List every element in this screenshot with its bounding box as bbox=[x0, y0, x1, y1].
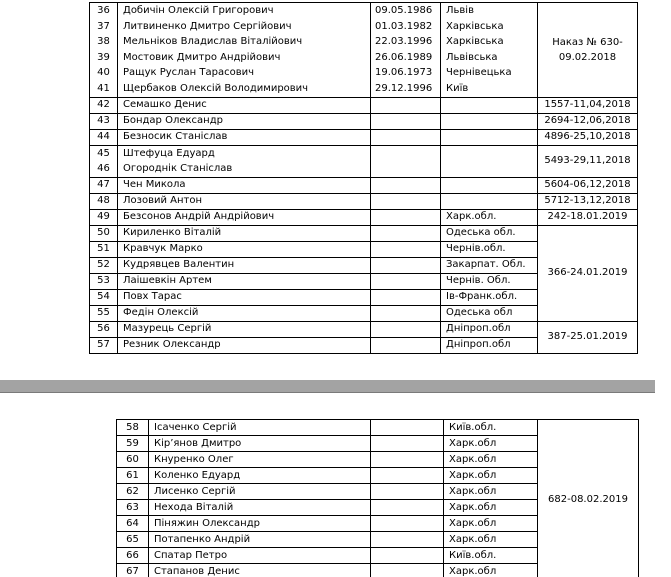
region-cell: Харк.обл bbox=[444, 564, 538, 577]
name-cell: Спатар Петро bbox=[149, 548, 371, 564]
number-cell: 43 bbox=[90, 113, 118, 129]
birthdate-cell bbox=[371, 113, 441, 129]
region-cell bbox=[441, 193, 538, 209]
document-page-bottom bbox=[0, 393, 655, 577]
region-cell: Харк.обл bbox=[444, 468, 538, 484]
number-cell: 60 bbox=[117, 452, 149, 468]
region-cell: Закарпат. Обл. bbox=[441, 257, 538, 273]
birthdate-cell bbox=[371, 145, 441, 177]
order-cell: 1557-11,04,2018 bbox=[538, 97, 638, 113]
region-cell: Харк.обл bbox=[444, 532, 538, 548]
region-cell: Харк.обл bbox=[444, 500, 538, 516]
name-cell: Штефуца Едуард Огороднік Станіслав bbox=[118, 145, 371, 177]
region-cell bbox=[441, 177, 538, 193]
order-cell: 4896-25,10,2018 bbox=[538, 129, 638, 145]
records-table-bottom bbox=[116, 419, 639, 577]
table-row bbox=[117, 420, 639, 436]
name-cell: Піняжин Олександр bbox=[149, 516, 371, 532]
region-cell: Одеська обл. bbox=[441, 225, 538, 241]
region-cell bbox=[441, 113, 538, 129]
number-cell: 45 46 bbox=[90, 145, 118, 177]
number-cell: 44 bbox=[90, 129, 118, 145]
number-cell: 64 bbox=[117, 516, 149, 532]
birthdate-cell bbox=[371, 484, 444, 500]
region-cell: Чернів.обл. bbox=[441, 241, 538, 257]
number-cell: 54 bbox=[90, 289, 118, 305]
birthdate-cell bbox=[371, 500, 444, 516]
name-cell: Кір’янов Дмитро bbox=[149, 436, 371, 452]
name-cell: Потапенко Андрій bbox=[149, 532, 371, 548]
number-cell: 48 bbox=[90, 193, 118, 209]
records-table-top bbox=[89, 2, 638, 354]
name-cell: Резник Олександр bbox=[118, 337, 371, 353]
birthdate-cell bbox=[371, 564, 444, 577]
order-cell: 2694-12,06,2018 bbox=[538, 113, 638, 129]
region-cell: Одеська обл bbox=[441, 305, 538, 321]
birthdate-cell bbox=[371, 129, 441, 145]
birthdate-cell bbox=[371, 548, 444, 564]
order-cell: 366-24.01.2019 bbox=[538, 225, 638, 321]
table-row bbox=[90, 97, 638, 113]
number-cell: 59 bbox=[117, 436, 149, 452]
order-cell: Наказ № 630-09.02.2018 bbox=[538, 3, 638, 98]
birthdate-cell bbox=[371, 177, 441, 193]
number-cell: 56 bbox=[90, 321, 118, 337]
order-cell: 5493-29,11,2018 bbox=[538, 145, 638, 177]
region-cell: Харк.обл bbox=[444, 516, 538, 532]
name-cell: Кудрявцев Валентин bbox=[118, 257, 371, 273]
name-cell: Мазурець Сергій bbox=[118, 321, 371, 337]
region-cell: Дніпроп.обл bbox=[441, 337, 538, 353]
table-row bbox=[90, 193, 638, 209]
birthdate-cell bbox=[371, 209, 441, 225]
birthdate-cell bbox=[371, 436, 444, 452]
order-cell: 242-18.01.2019 bbox=[538, 209, 638, 225]
region-cell: Київ.обл. bbox=[444, 548, 538, 564]
birthdate-cell bbox=[371, 305, 441, 321]
name-cell: Нехода Віталій bbox=[149, 500, 371, 516]
birthdate-cell bbox=[371, 468, 444, 484]
region-cell bbox=[441, 97, 538, 113]
region-cell: Львів Харківська Харківська Львівська Чернівецька Київ bbox=[441, 3, 538, 98]
birthdate-cell bbox=[371, 193, 441, 209]
region-cell: Київ.обл. bbox=[444, 420, 538, 436]
table-row-group-45-46 bbox=[90, 145, 638, 177]
name-cell: Безсонов Андрій Андрійович bbox=[118, 209, 371, 225]
number-cell: 55 bbox=[90, 305, 118, 321]
name-cell: Добичін Олексій Григорович Литвиненко Дмитро Сергійович Мельніков Владислав Віталійович Мостовик Дмитро Андрійович Ращук Руслан Тарасович Щербаков Олексій Володимирович bbox=[118, 3, 371, 98]
table-row bbox=[90, 177, 638, 193]
order-cell: 682-08.02.2019 bbox=[538, 420, 639, 577]
number-cell: 61 bbox=[117, 468, 149, 484]
order-cell: 5712-13,12,2018 bbox=[538, 193, 638, 209]
number-cell: 52 bbox=[90, 257, 118, 273]
number-cell: 47 bbox=[90, 177, 118, 193]
number-cell: 57 bbox=[90, 337, 118, 353]
region-cell: Харк.обл bbox=[444, 436, 538, 452]
region-cell: Ів-Франк.обл. bbox=[441, 289, 538, 305]
number-cell: 63 bbox=[117, 500, 149, 516]
number-cell: 51 bbox=[90, 241, 118, 257]
number-cell: 65 bbox=[117, 532, 149, 548]
number-cell: 67 bbox=[117, 564, 149, 577]
birthdate-cell bbox=[371, 289, 441, 305]
name-cell: Безносик Станіслав bbox=[118, 129, 371, 145]
name-cell: Повх Тарас bbox=[118, 289, 371, 305]
number-cell: 58 bbox=[117, 420, 149, 436]
region-cell bbox=[441, 129, 538, 145]
window-right-edge bbox=[655, 0, 671, 577]
name-cell: Чен Микола bbox=[118, 177, 371, 193]
table-row bbox=[90, 321, 638, 337]
birthdate-cell bbox=[371, 97, 441, 113]
birthdate-cell bbox=[371, 420, 444, 436]
birthdate-cell bbox=[371, 532, 444, 548]
birthdate-cell bbox=[371, 516, 444, 532]
birthdate-cell bbox=[371, 225, 441, 241]
name-cell: Коленко Едуард bbox=[149, 468, 371, 484]
order-cell: 387-25.01.2019 bbox=[538, 321, 638, 353]
name-cell: Лаішевкін Артем bbox=[118, 273, 371, 289]
birthdate-cell: 09.05.1986 01.03.1982 22.03.1996 26.06.1989 19.06.1973 29.12.1996 bbox=[371, 3, 441, 98]
name-cell: Семашко Денис bbox=[118, 97, 371, 113]
name-cell: Федін Олексій bbox=[118, 305, 371, 321]
region-cell bbox=[441, 145, 538, 177]
region-cell: Чернів. Обл. bbox=[441, 273, 538, 289]
birthdate-cell bbox=[371, 452, 444, 468]
table-row bbox=[90, 225, 638, 241]
table-row-group-36-41 bbox=[90, 3, 638, 98]
number-cell: 42 bbox=[90, 97, 118, 113]
name-cell: Кравчук Марко bbox=[118, 241, 371, 257]
region-cell: Харк.обл bbox=[444, 452, 538, 468]
table-row bbox=[90, 113, 638, 129]
table-row bbox=[90, 129, 638, 145]
number-cell: 62 bbox=[117, 484, 149, 500]
order-cell: 5604-06,12,2018 bbox=[538, 177, 638, 193]
birthdate-cell bbox=[371, 257, 441, 273]
region-cell: Дніпроп.обл bbox=[441, 321, 538, 337]
number-cell: 66 bbox=[117, 548, 149, 564]
region-cell: Харк.обл. bbox=[441, 209, 538, 225]
name-cell: Лисенко Сергій bbox=[149, 484, 371, 500]
number-cell: 49 bbox=[90, 209, 118, 225]
birthdate-cell bbox=[371, 337, 441, 353]
region-cell: Харк.обл bbox=[444, 484, 538, 500]
birthdate-cell bbox=[371, 273, 441, 289]
name-cell: Кириленко Віталій bbox=[118, 225, 371, 241]
number-cell: 53 bbox=[90, 273, 118, 289]
birthdate-cell bbox=[371, 241, 441, 257]
number-cell: 50 bbox=[90, 225, 118, 241]
name-cell: Кнуренко Олег bbox=[149, 452, 371, 468]
name-cell: Ісаченко Сергій bbox=[149, 420, 371, 436]
birthdate-cell bbox=[371, 321, 441, 337]
name-cell: Стапанов Денис bbox=[149, 564, 371, 577]
name-cell: Лозовий Антон bbox=[118, 193, 371, 209]
name-cell: Бондар Олександр bbox=[118, 113, 371, 129]
table-row bbox=[90, 209, 638, 225]
number-cell: 36 37 38 39 40 41 bbox=[90, 3, 118, 98]
